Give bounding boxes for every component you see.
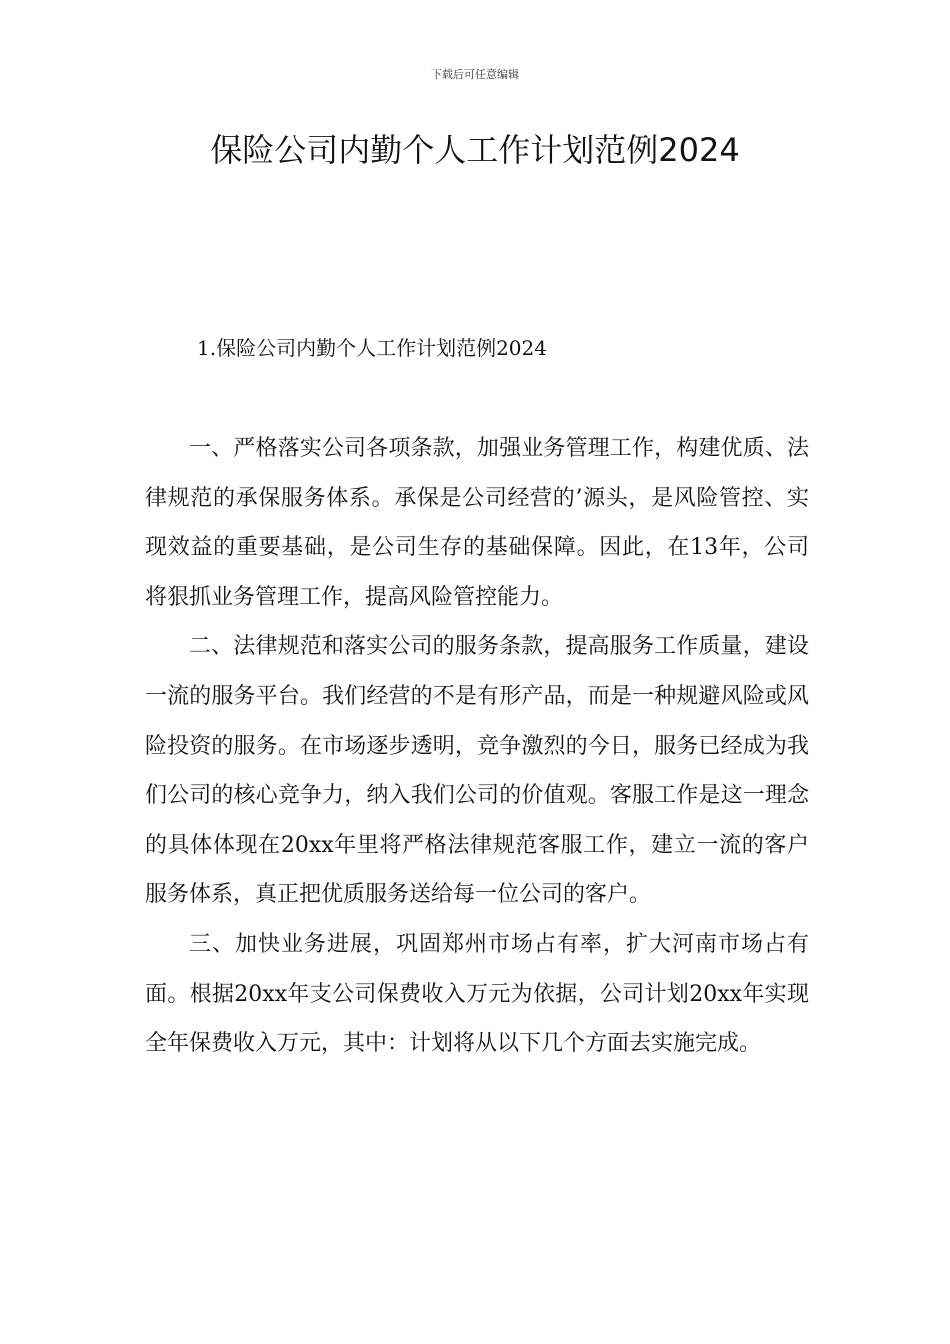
body-text	[145, 424, 809, 1069]
paragraph-1: 一、严格落实公司各项条款，加强业务管理工作，构建优质、法律规范的承保服务体系。承保是公司经营的’源头，是风险管控、实现效益的重要基础，是公司生存的基础保障。因此，在13年，公司将狠抓业务管理工作，提高风险管控能力。	[145, 436, 809, 610]
paragraph-2: 二、法律规范和落实公司的服务条款，提高服务工作质量，建设一流的服务平台。我们经营的不是有形产品，而是一种规避风险或风险投资的服务。在市场逐步透明，竞争激烈的今日，服务已经成为我们公司的核心竞争力，纳入我们公司的价值观。客服工作是这一理念的具体体现在20xx年里将严格法律规范客服工作，建立一流的客户服务体系，真正把优质服务送给每一位公司的客户。	[145, 634, 809, 908]
paragraph-3: 三、加快业务进展，巩固郑州市场占有率，扩大河南市场占有面。根据20xx年支公司保费收入万元为依据，公司计划20xx年实现全年保费收入万元，其中：计划将从以下几个方面去实施完成。	[145, 931, 809, 1057]
document-title: 保险公司内勤个人工作计划范例2024	[210, 131, 740, 169]
section-heading: 1.保险公司内勤个人工作计划范例2024	[197, 336, 547, 360]
header-note: 下载后可任意编辑	[431, 68, 519, 81]
